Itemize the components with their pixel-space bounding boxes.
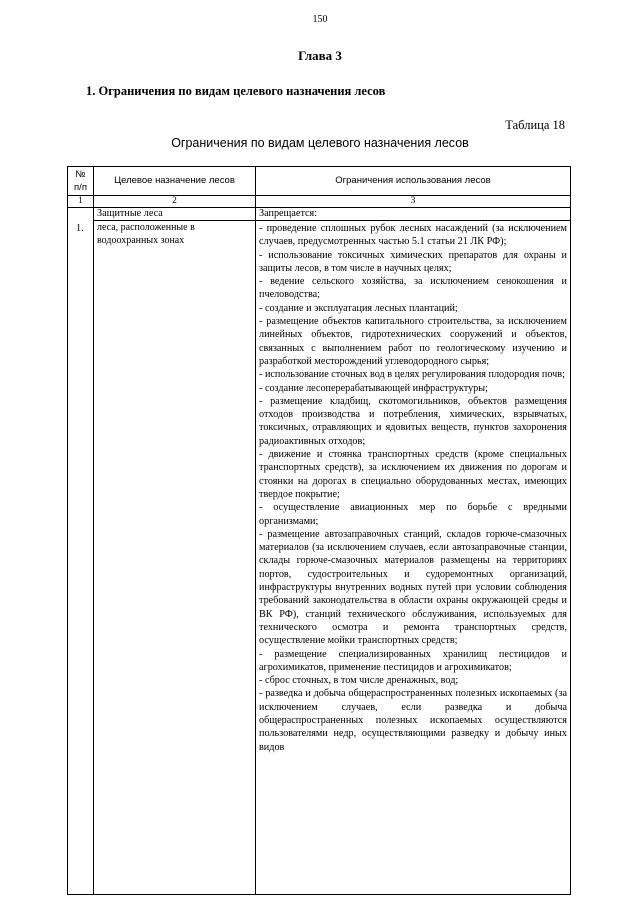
restriction-item: - размещение кладбищ, скотомогильников, объектов размещения отходов производства и потребления, химических, взрывчатых, токсичных, отравляющих и ядовитых веществ, пунктов захоронения радиоактивных отходов; xyxy=(259,395,567,447)
column-index: 3 xyxy=(256,196,571,208)
chapter-title: Глава 3 xyxy=(298,48,342,63)
header-purpose: Целевое назначение лесов xyxy=(94,167,256,196)
restrictions-table xyxy=(67,166,571,895)
column-index-row xyxy=(68,196,571,208)
table-row xyxy=(68,221,571,895)
header-number: № п/п xyxy=(68,167,94,196)
table-header-row xyxy=(68,167,571,196)
restriction-item: - сброс сточных, в том числе дренажных, вод; xyxy=(259,675,459,687)
restriction-item: - использование токсичных химических препаратов для охраны и защиты лесов, в том числе в научных целях; xyxy=(259,249,567,274)
column-index: 2 xyxy=(94,196,256,208)
table-title: Ограничения по видам целевого назначения лесов xyxy=(171,136,469,150)
group-label: Защитные леса xyxy=(94,208,256,221)
empty-cell xyxy=(68,208,94,221)
row-purpose: леса, расположенные в водоохранных зонах xyxy=(94,221,256,895)
restriction-item: - использование сточных вод в целях регулирования плодородия почв; xyxy=(259,369,565,381)
row-number: 1. xyxy=(68,221,94,895)
restriction-item: - размещение объектов капитального строительства, за исключением линейных объектов, гидротехнических сооружений и объектов, связанных с выполнением работ по геологическому изучению и разработкой месторождений углеводородного сырья; xyxy=(259,316,567,367)
restriction-item: - разведка и добыча общераспространенных полезных ископаемых (за исключением случаев, если разведка и добыча общераспространенных полезных ископаемых осуществляются пользователями недр, осуществляющими разведку и добычу иных видов xyxy=(259,688,567,753)
header-restrictions: Ограничения использования лесов xyxy=(256,167,571,196)
page-number: 150 xyxy=(312,14,328,25)
restriction-item: - размещение специализированных хранилищ пестицидов и агрохимикатов, применение пестицидов и агрохимикатов; xyxy=(259,648,567,673)
restriction-item: - создание и эксплуатация лесных плантаций; xyxy=(259,302,458,314)
restriction-item: - проведение сплошных рубок лесных насаждений (за исключением случаев, предусмотренных частью 5.1 статьи 21 ЛК РФ); xyxy=(259,223,567,248)
forbidden-label: Запрещается: xyxy=(256,208,571,221)
restriction-item: - осуществление авиационных мер по борьбе с вредными организмами; xyxy=(259,502,567,527)
restriction-item: - ведение сельского хозяйства, за исключением сенокошения и пчеловодства; xyxy=(259,276,567,301)
row-restrictions xyxy=(256,221,571,895)
restrictions-list xyxy=(259,222,567,894)
table-number: Таблица 18 xyxy=(505,118,565,132)
restriction-item: - размещение автозаправочных станций, складов горюче-смазочных материалов (за исключением случаев, если автозаправочные станции, склады горюче-смазочных материалов размещены на территориях портов, судостроительных и судоремонтных организаций, инфраструктуры внутренних водных путей при условии соблюдения требований законодательства в области охраны окружающей среды и ВК РФ), станций технического обслуживания, используемых для технического осмотра и ремонта транспортных средств, осуществление мойки транспортных средств; xyxy=(259,528,567,647)
restriction-item: - движение и стоянка транспортных средств (кроме специальных транспортных средств), за исключением их движения по дорогам и стоянки на дорогах в специально оборудованных местах, имеющих твердое покрытие; xyxy=(259,449,567,500)
group-row xyxy=(68,208,571,221)
section-heading: 1. Ограничения по видам целевого назначения лесов xyxy=(86,84,386,98)
column-index: 1 xyxy=(68,196,94,208)
restriction-item: - создание лесоперерабатывающей инфраструктуры; xyxy=(259,382,488,394)
